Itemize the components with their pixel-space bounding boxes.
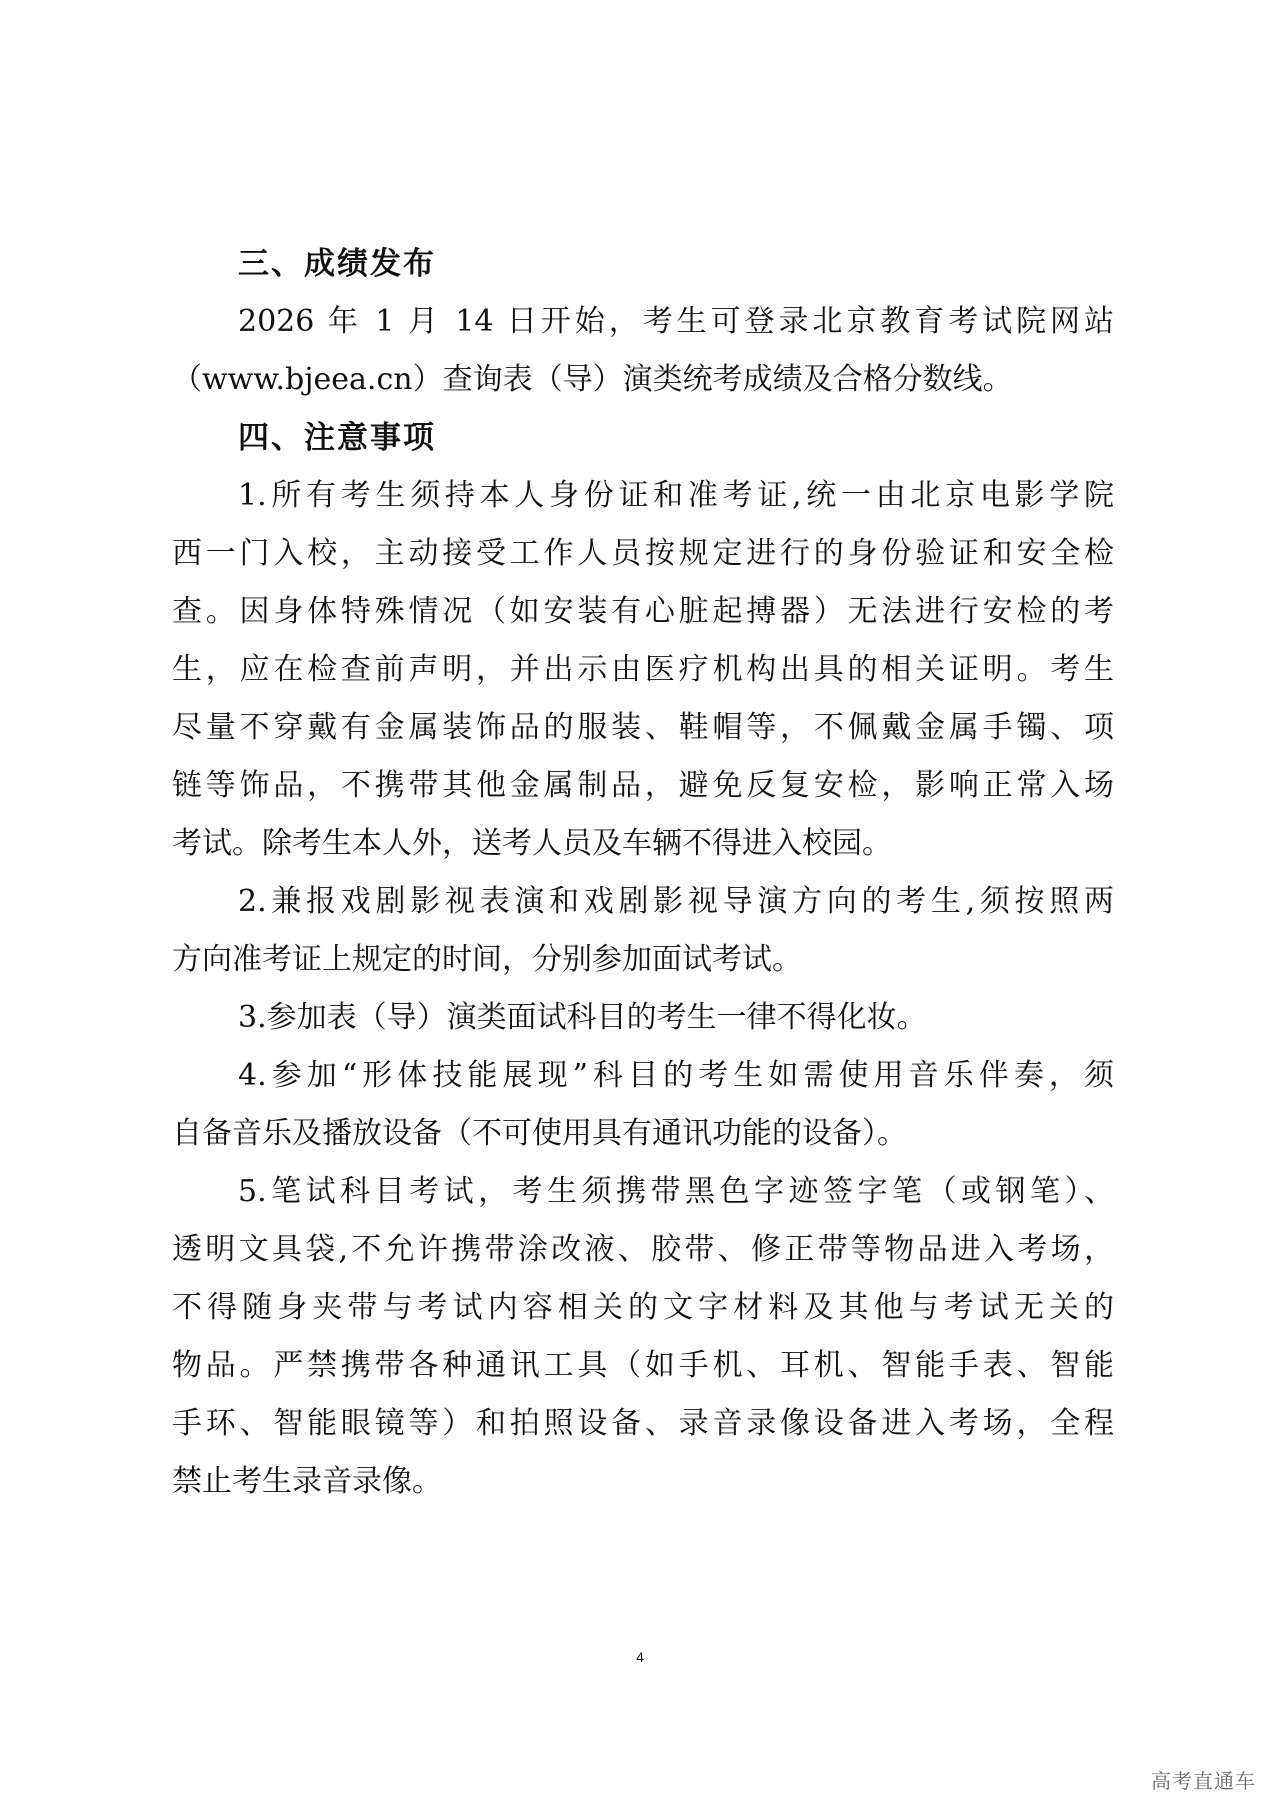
paragraph-line: 方向准考证上规定的时间，分别参加面试考试。: [172, 942, 802, 977]
paragraph-line: 物品。严禁携带各种通讯工具（如手机、耳机、智能手表、智能: [172, 1348, 1114, 1383]
paragraph-line: 考试。除考生本人外，送考人员及车辆不得进入校园。: [172, 826, 892, 861]
paragraph-line: 西一门入校，主动接受工作人员按规定进行的身份验证和安全检: [172, 536, 1114, 571]
paragraph-line: 不得随身夹带与考试内容相关的文字材料及其他与考试无关的: [172, 1290, 1114, 1325]
section-heading-results: 三、成绩发布: [238, 246, 436, 282]
section-heading-notices: 四、注意事项: [238, 420, 436, 456]
paragraph-line: （www.bjeea.cn）查询表（导）演类统考成绩及合格分数线。: [172, 362, 1013, 397]
paragraph-line: 2026 年 1 月 14 日开始，考生可登录北京教育考试院网站: [238, 304, 1114, 339]
paragraph-line: 手环、智能眼镜等）和拍照设备、录音录像设备进入考场，全程: [172, 1406, 1114, 1441]
watermark-text: 高考直通车: [1151, 1769, 1256, 1793]
paragraph-line: 5.笔试科目考试，考生须携带黑色字迹签字笔（或钢笔）、: [238, 1174, 1114, 1209]
paragraph-line: 尽量不穿戴有金属装饰品的服装、鞋帽等，不佩戴金属手镯、项: [172, 710, 1114, 745]
paragraph-line: 生，应在检查前声明，并出示由医疗机构出具的相关证明。考生: [172, 652, 1114, 687]
paragraph-line: 1.所有考生须持本人身份证和准考证,统一由北京电影学院: [238, 478, 1114, 513]
paragraph-line: 2.兼报戏剧影视表演和戏剧影视导演方向的考生,须按照两: [238, 884, 1114, 919]
paragraph-line: 4.参加“形体技能展现”科目的考生如需使用音乐伴奏，须: [238, 1058, 1114, 1093]
paragraph-line: 自备音乐及播放设备（不可使用具有通讯功能的设备）。: [172, 1116, 907, 1151]
paragraph-line: 查。因身体特殊情况（如安装有心脏起搏器）无法进行安检的考: [172, 594, 1114, 629]
paragraph-line: 透明文具袋,不允许携带涂改液、胶带、修正带等物品进入考场，: [172, 1232, 1114, 1267]
paragraph-line: 3.参加表（导）演类面试科目的考生一律不得化妆。: [238, 1000, 927, 1035]
page-number: 4: [636, 1649, 644, 1665]
paragraph-line: 禁止考生录音录像。: [172, 1464, 442, 1499]
paragraph-line: 链等饰品，不携带其他金属制品，避免反复安检，影响正常入场: [172, 768, 1114, 803]
